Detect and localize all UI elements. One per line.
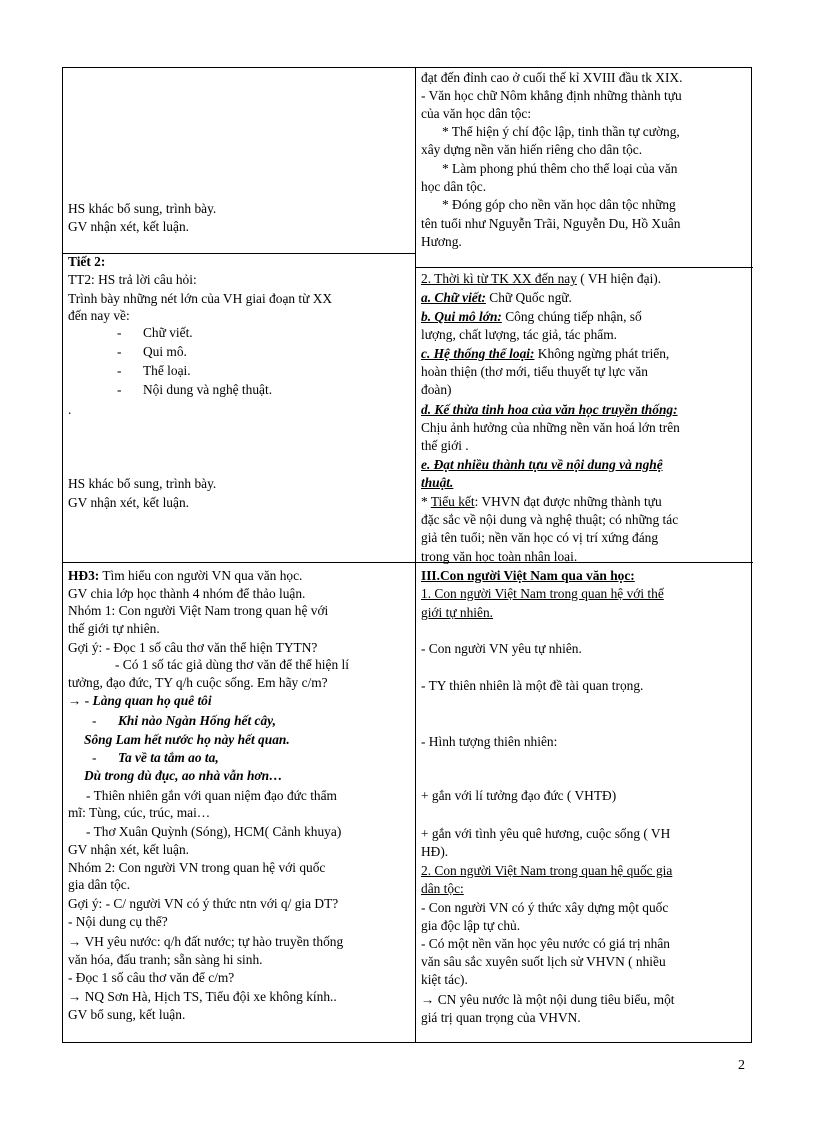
left-text-line xyxy=(68,620,160,637)
line-text: 2. Thời kì từ TK XX đến nay xyxy=(421,271,577,286)
line-text: GV bổ sung, kết luận. xyxy=(68,1007,186,1022)
line-text: GV nhận xét, kết luận. xyxy=(68,842,189,857)
left-text-line xyxy=(92,712,96,729)
left-text-line xyxy=(68,585,305,602)
line-text: - xyxy=(92,713,97,728)
left-text-line xyxy=(118,712,276,729)
line-text: Nhóm 2: Con người VN trong quan hệ với quốc xyxy=(68,860,326,875)
right-text-line xyxy=(442,160,677,177)
right-text-line xyxy=(421,419,680,436)
right-text-line xyxy=(421,953,666,970)
left-text-line xyxy=(68,200,216,217)
left-text-line xyxy=(68,913,168,930)
line-text: đạt đến đỉnh cao ở cuối thế kỉ XVIII đầu tk XIX. xyxy=(421,70,683,85)
line-text: Chữ viết. xyxy=(143,325,193,340)
line-text: HĐ). xyxy=(421,844,449,859)
line-text: Ta về ta tắm ao ta, xyxy=(118,750,219,765)
line-text: đặc sắc về nội dung và nghệ thuật; có những tác xyxy=(421,512,679,527)
left-text-line xyxy=(117,362,121,379)
row-separator xyxy=(415,267,753,268)
line-text: Tìm hiểu con người VN qua văn học. xyxy=(99,568,303,583)
item-label: b. Qui mô lớn: xyxy=(421,309,502,324)
right-text-line xyxy=(421,270,661,287)
right-text-line xyxy=(421,474,453,491)
right-text-line xyxy=(421,87,682,104)
line-text: xây dựng nền văn hiến riêng cho dân tộc. xyxy=(421,142,643,157)
left-text-line xyxy=(84,731,290,748)
left-text-line xyxy=(68,933,343,950)
section-label: HĐ3: xyxy=(68,568,100,583)
line-text: Không ngừng phát triển, xyxy=(534,346,670,361)
left-text-line xyxy=(143,343,187,360)
right-text-line xyxy=(421,677,643,694)
line-text: - TY thiên nhiên là một đề tài quan trọng. xyxy=(421,678,644,693)
left-text-line xyxy=(68,567,302,584)
line-text: Chịu ảnh hưởng của những nền văn hoá lớn trên xyxy=(421,420,680,435)
left-text-line xyxy=(68,290,332,307)
left-text-line xyxy=(68,639,317,656)
left-text-line xyxy=(68,692,212,709)
right-text-line xyxy=(421,585,664,602)
left-text-line xyxy=(143,362,191,379)
line-text: giá trị quan trọng của VHVN. xyxy=(421,1010,581,1025)
right-text-line xyxy=(421,437,469,454)
left-text-line xyxy=(68,951,263,968)
line-text: : VHVN đạt được những thành tựu xyxy=(474,494,662,509)
item-label: a. Chữ viết: xyxy=(421,290,486,305)
line-text: Gợi ý: - C/ người VN có ý thức ntn với q/ gia DT? xyxy=(68,896,339,911)
right-text-line xyxy=(421,511,678,528)
line-text: e. Đạt nhiều thành tựu về nội dung và nghệ xyxy=(421,457,663,472)
right-text-line xyxy=(421,363,648,380)
line-text: - xyxy=(117,382,122,397)
line-text: Khi nào Ngàn Hống hết cây, xyxy=(118,713,276,728)
right-text-line xyxy=(421,308,642,325)
left-text-line xyxy=(117,324,121,341)
line-text: III.Con người Việt Nam qua văn học: xyxy=(421,568,635,583)
right-text-line xyxy=(421,548,577,565)
line-text: - Con người VN yêu tự nhiên. xyxy=(421,641,582,656)
line-text: TT2: HS trả lời câu hỏi: xyxy=(68,272,197,287)
left-text-line xyxy=(143,381,272,398)
line-text: gia độc lập tự chủ. xyxy=(421,918,521,933)
line-text: → - Làng quan họ quê tôi xyxy=(68,693,212,708)
left-text-line xyxy=(68,307,130,324)
right-text-line xyxy=(421,733,557,750)
right-text-line xyxy=(421,971,468,988)
line-text: * Làm phong phú thêm cho thể loại của văn xyxy=(442,161,678,176)
line-text: Thể loại. xyxy=(143,363,191,378)
line-text: - Thơ Xuân Quỳnh (Sóng), HCM( Cảnh khuya) xyxy=(86,824,342,839)
left-text-line xyxy=(68,271,197,288)
line-text: - Văn học chữ Nôm khẳng định những thành tựu xyxy=(421,88,682,103)
line-text: - Thiên nhiên gắn với quan niệm đạo đức thẩm xyxy=(86,788,337,803)
right-text-line xyxy=(421,215,680,232)
right-text-line xyxy=(421,935,670,952)
line-text: dân tộc: xyxy=(421,881,464,896)
left-text-line xyxy=(92,749,96,766)
right-text-line xyxy=(421,401,678,418)
line-text: HS khác bổ sung, trình bày. xyxy=(68,201,217,216)
line-text: Nội dung và nghệ thuật. xyxy=(143,382,273,397)
line-text: mĩ: Tùng, cúc, trúc, mai… xyxy=(68,805,211,820)
right-text-line xyxy=(421,991,674,1008)
line-text: - Đọc 1 số câu thơ văn để c/m? xyxy=(68,970,235,985)
line-text: → NQ Sơn Hà, Hịch TS, Tiểu đội xe không kính.. xyxy=(68,989,337,1004)
line-text: văn sâu sắc xuyên suốt lịch sử VHVN ( nhiều xyxy=(421,954,666,969)
line-text: + gắn với tình yêu quê hương, cuộc sống ( VH xyxy=(421,826,671,841)
left-text-line xyxy=(68,804,210,821)
line-text: - Hình tượng thiên nhiên: xyxy=(421,734,558,749)
line-text: d. Kế thừa tinh hoa của văn học truyền thống: xyxy=(421,402,678,417)
right-text-line xyxy=(421,493,662,510)
right-text-line xyxy=(442,123,680,140)
line-text: của văn học dân tộc: xyxy=(421,106,532,121)
left-text-line xyxy=(86,787,337,804)
left-text-line xyxy=(68,1006,185,1023)
right-text-line xyxy=(421,843,448,860)
left-text-line xyxy=(68,253,105,270)
line-text: Công chúng tiếp nhận, số xyxy=(501,309,642,324)
line-text: - Nội dung cụ thể? xyxy=(68,914,168,929)
left-text-line xyxy=(68,674,328,691)
left-text-line xyxy=(68,218,189,235)
right-text-line xyxy=(421,899,668,916)
right-text-line xyxy=(421,529,658,546)
right-text-line xyxy=(421,105,531,122)
line-text: Trình bày những nét lớn của VH giai đoạn từ XX xyxy=(68,291,333,306)
left-text-line xyxy=(68,895,338,912)
left-text-line xyxy=(118,749,219,766)
line-text: giới tự nhiên. xyxy=(421,605,493,620)
line-text: → VH yêu nước: q/h đất nước; tự hào truyền thống xyxy=(68,934,344,949)
line-text: → CN yêu nước là một nội dung tiêu biểu, một xyxy=(421,992,675,1007)
line-text: kiệt tác). xyxy=(421,972,468,987)
left-text-line xyxy=(68,988,337,1005)
line-text: thế giới . xyxy=(421,438,469,453)
line-text: GV chia lớp học thành 4 nhóm để thảo luận. xyxy=(68,586,306,601)
line-text: - xyxy=(117,344,122,359)
line-text: đoàn) xyxy=(421,382,452,397)
row-separator xyxy=(63,253,415,254)
line-text: GV nhận xét, kết luận. xyxy=(68,219,189,234)
line-text: thuật. xyxy=(421,475,454,490)
left-text-line xyxy=(68,859,325,876)
line-text: - xyxy=(92,750,97,765)
row-separator xyxy=(63,562,415,563)
line-text: * Thể hiện ý chí độc lập, tinh thần tự cường, xyxy=(442,124,680,139)
item-label: Tiểu kết xyxy=(430,494,475,509)
bullet-prefix: * xyxy=(421,494,431,509)
line-text: Hương. xyxy=(421,234,462,249)
left-text-line xyxy=(117,343,121,360)
left-text-line xyxy=(68,969,234,986)
line-text: - xyxy=(117,363,122,378)
line-text: - Có một nền văn học yêu nước có giá trị nhân xyxy=(421,936,670,951)
line-text: Gợi ý: - Đọc 1 số câu thơ văn thể hiện TYTN? xyxy=(68,640,318,655)
line-text: Dù trong dù đục, ao nhà vẫn hơn… xyxy=(84,768,283,783)
left-text-line xyxy=(68,475,216,492)
left-text-line xyxy=(117,381,121,398)
right-text-line xyxy=(421,456,663,473)
line-text: GV nhận xét, kết luận. xyxy=(68,495,189,510)
right-text-line xyxy=(421,178,486,195)
line-text: 1. Con người Việt Nam trong quan hệ với thế xyxy=(421,586,664,601)
right-text-line xyxy=(421,1009,581,1026)
line-text: tên tuổi như Nguyễn Trãi, Nguyễn Du, Hồ Xuân xyxy=(421,216,681,231)
line-text: Chữ Quốc ngữ. xyxy=(485,290,572,305)
left-text-line xyxy=(143,324,193,341)
left-text-line xyxy=(86,823,341,840)
left-text-line xyxy=(68,494,189,511)
right-text-line xyxy=(421,567,635,584)
right-text-line xyxy=(421,825,670,842)
column-divider xyxy=(415,68,416,1042)
page-number: 2 xyxy=(738,1058,745,1073)
line-text: văn hóa, đấu tranh; sẵn sàng hi sinh. xyxy=(68,952,263,967)
right-text-line xyxy=(421,345,669,362)
line-text: thế giới tự nhiên. xyxy=(68,621,160,636)
right-text-line xyxy=(421,233,462,250)
right-text-line xyxy=(421,640,582,657)
line-text: học dân tộc. xyxy=(421,179,487,194)
line-text: 2. Con người Việt Nam trong quan hệ quốc gia xyxy=(421,863,673,878)
line-text: HS khác bổ sung, trình bày. xyxy=(68,476,217,491)
left-text-line xyxy=(68,602,328,619)
right-text-line xyxy=(421,381,452,398)
line-text: đến nay về: xyxy=(68,308,130,323)
line-text: giả tên tuổi; nền văn học có vị trí xứng đáng xyxy=(421,530,659,545)
line-text: lượng, chất lượng, tác giả, tác phẩm. xyxy=(421,327,618,342)
left-text-line xyxy=(68,841,189,858)
item-label: c. Hệ thống thể loại: xyxy=(421,346,535,361)
right-text-line xyxy=(421,289,572,306)
left-text-line xyxy=(68,401,71,418)
line-text: + gắn với lí tưởng đạo đức ( VHTĐ) xyxy=(421,788,617,803)
line-text: - Có 1 số tác giả dùng thơ văn để thể hiện lí xyxy=(115,657,349,672)
left-text-line xyxy=(115,656,349,673)
right-text-line xyxy=(442,196,676,213)
line-text: - xyxy=(117,325,122,340)
right-text-line xyxy=(421,862,672,879)
left-text-line xyxy=(68,876,130,893)
right-text-line xyxy=(421,69,682,86)
line-text: gia dân tộc. xyxy=(68,877,131,892)
line-text: . xyxy=(68,402,72,417)
right-text-line xyxy=(421,880,464,897)
line-text: trong văn học toàn nhân loại. xyxy=(421,549,578,564)
line-text: Tiết 2: xyxy=(68,254,106,269)
line-text: Qui mô. xyxy=(143,344,187,359)
line-text: Nhóm 1: Con người Việt Nam trong quan hệ với xyxy=(68,603,329,618)
right-text-line xyxy=(421,787,616,804)
line-text: Sông Lam hết nước họ này hết quan. xyxy=(84,732,290,747)
line-text: hoàn thiện (thơ mới, tiểu thuyết tự lực văn xyxy=(421,364,648,379)
line-text: tưởng, đạo đức, TY q/h cuộc sống. Em hãy c/m? xyxy=(68,675,328,690)
line-text: - Con người VN có ý thức xây dựng một quốc xyxy=(421,900,669,915)
left-text-line xyxy=(84,767,282,784)
right-text-line xyxy=(421,326,617,343)
line-text: * Đóng góp cho nền văn học dân tộc những xyxy=(442,197,676,212)
right-text-line xyxy=(421,917,520,934)
right-text-line xyxy=(421,604,493,621)
right-text-line xyxy=(421,141,642,158)
line-tail: ( VH hiện đại). xyxy=(576,271,662,286)
